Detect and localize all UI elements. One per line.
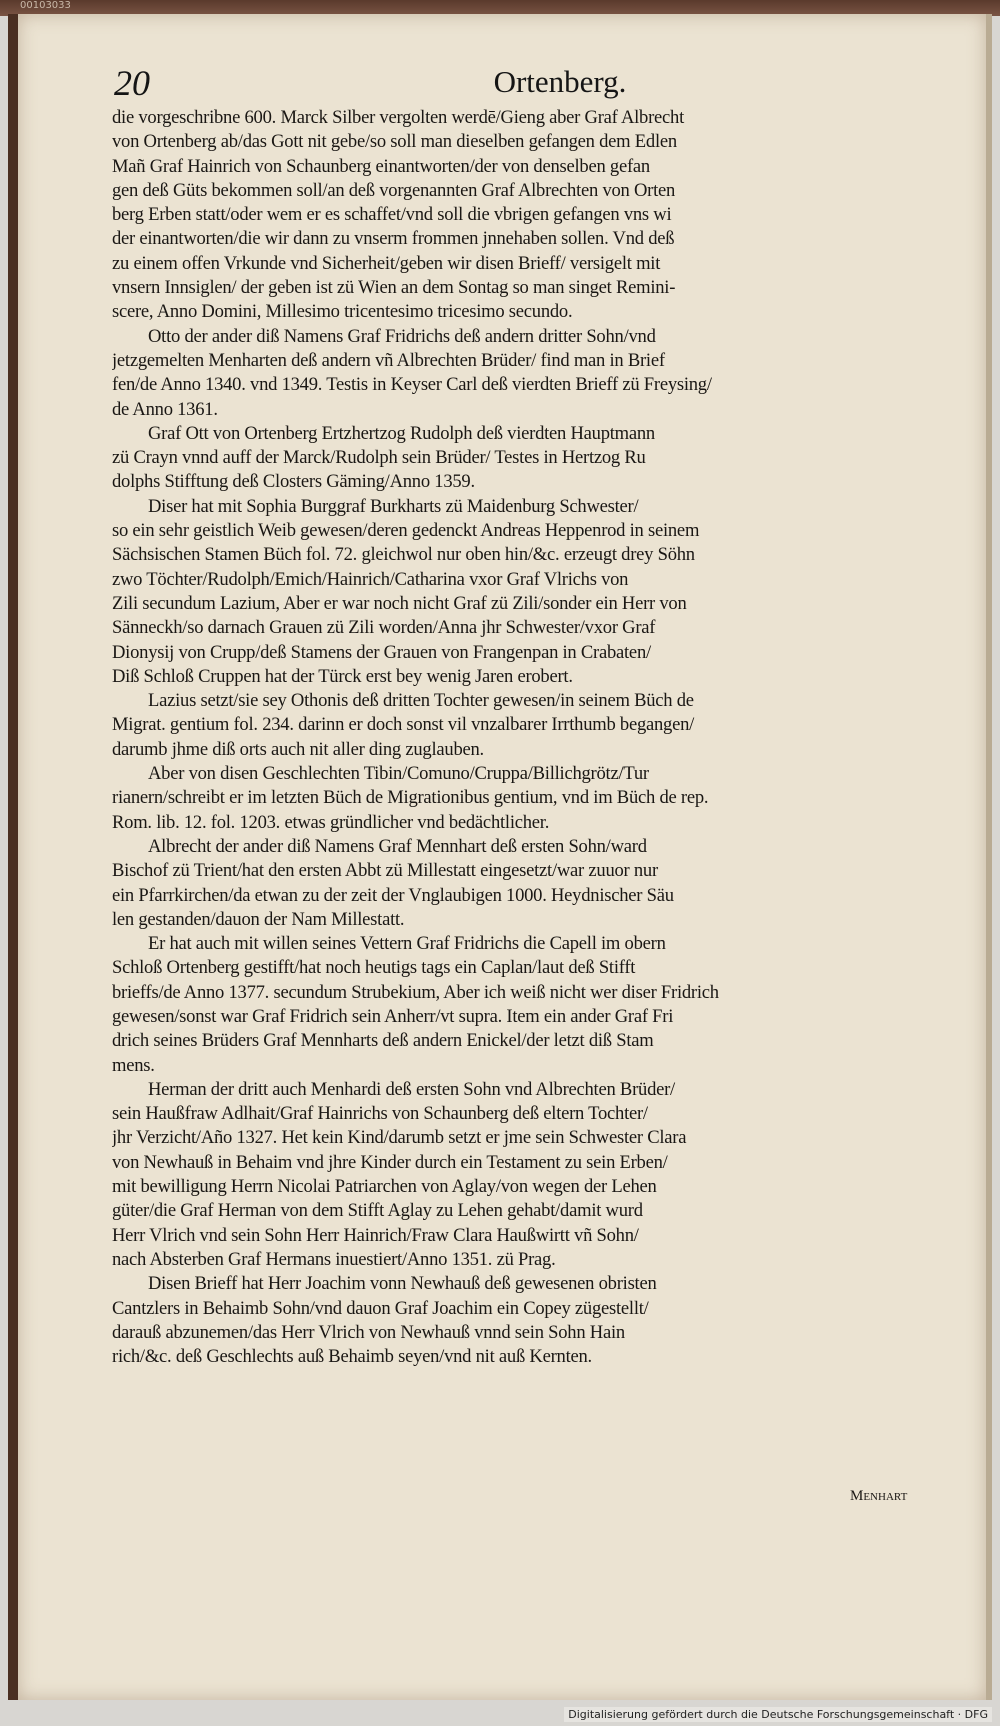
text-line: Rom. lib. 12. fol. 1203. etwas gründlicher vnd bedächtlicher. bbox=[112, 811, 550, 833]
catchword: Menhart bbox=[850, 1488, 908, 1504]
text-line: von Newhauß in Behaim vnd jhre Kinder durch ein Testament zu sein Erben/ bbox=[112, 1151, 668, 1173]
text-line: gewesen/sonst war Graf Fridrich sein Anherr/vt supra. Item ein ander Graf Fri bbox=[112, 1005, 674, 1027]
text-line: Zili secundum Lazium, Aber er war noch nicht Graf zü Zili/sonder ein Herr von bbox=[112, 592, 687, 614]
text-line: Dionysij von Crupp/deß Stamens der Grauen von Frangenpan in Crabaten/ bbox=[112, 641, 651, 663]
text-line: gen deß Güts bekommen soll/an deß vorgenannten Graf Albrechten von Orten bbox=[112, 179, 676, 201]
scan-id-label: 00103033 bbox=[20, 0, 71, 11]
text-line: rich/&c. deß Geschlechts auß Behaimb seyen/vnd nit auß Kernten. bbox=[112, 1346, 592, 1368]
text-line: dolphs Stifftung deß Closters Gäming/Anno 1359. bbox=[112, 471, 475, 493]
text-line: darumb jhme diß orts auch nit aller ding zuglauben. bbox=[112, 738, 484, 760]
text-line: die vorgeschribne 600. Marck Silber vergolten werdē/Gieng aber Graf Albrecht bbox=[112, 107, 685, 128]
text-line: fen/de Anno 1340. vnd 1349. Testis in Keyser Carl deß vierdten Brieff zü Freysing/ bbox=[112, 374, 712, 396]
text-line: Er hat auch mit willen seines Vettern Graf Fridrichs die Capell im obern bbox=[148, 933, 666, 955]
dfg-credit: Digitalisierung gefördert durch die Deutsche Forschungsgemeinschaft · DFG bbox=[564, 1707, 992, 1722]
text-line: Sächsischen Stamen Büch fol. 72. gleichwol nur oben hin/&c. erzeugt drey Söhn bbox=[112, 544, 695, 566]
text-line: berg Erben statt/oder wem er es schaffet/vnd soll die vbrigen gefangen vns wi bbox=[112, 204, 672, 226]
text-line: der einantworten/die wir dann zu vnserm frommen jnnehaben sollen. Vnd deß bbox=[112, 228, 675, 250]
text-line: zü Crayn vnnd auff der Marck/Rudolph sein Brüder/ Testes in Hertzog Ru bbox=[112, 447, 646, 469]
text-line: mit bewilligung Herrn Nicolai Patriarchen von Aglay/von wegen der Lehen bbox=[112, 1176, 657, 1198]
text-line: scere, Anno Domini, Millesimo tricentesimo tricesimo secundo. bbox=[112, 301, 573, 323]
page-number: 20 bbox=[114, 63, 150, 103]
text-line: nach Absterben Graf Hermans inuestiert/Anno 1351. zü Prag. bbox=[112, 1248, 556, 1270]
text-line: mens. bbox=[112, 1054, 155, 1076]
text-line: ein Pfarrkirchen/da etwan zu der zeit der Vnglaubigen 1000. Heydnischer Säu bbox=[112, 884, 674, 906]
text-line: Lazius setzt/sie sey Othonis deß dritten Tochter gewesen/in seinem Büch de bbox=[148, 690, 694, 712]
text-line: Herman der dritt auch Menhardi deß ersten Sohn vnd Albrechten Brüder/ bbox=[148, 1078, 675, 1100]
text-line: len gestanden/dauon der Nam Millestatt. bbox=[112, 908, 405, 930]
text-line: Herr Vlrich vnd sein Sohn Herr Hainrich/Fraw Clara Haußwirtt vñ Sohn/ bbox=[112, 1224, 639, 1246]
text-line: Cantzlers in Behaimb Sohn/vnd dauon Graf Joachim ein Copey zügestellt/ bbox=[112, 1297, 649, 1319]
text-line: vnsern Innsiglen/ der geben ist zü Wien an dem Sontag so man singet Remini- bbox=[112, 277, 676, 299]
text-line: Otto der ander diß Namens Graf Fridrichs deß andern dritter Sohn/vnd bbox=[148, 325, 656, 347]
text-line: rianern/schreibt er im letzten Büch de Migrationibus gentium, vnd im Büch de rep. bbox=[112, 787, 709, 809]
page-header bbox=[100, 62, 920, 102]
body-text bbox=[112, 106, 942, 1369]
text-line: Diß Schloß Cruppen hat der Türck erst bey wenig Jaren erobert. bbox=[112, 665, 573, 687]
text-line: brieffs/de Anno 1377. secundum Strubekium, Aber ich weiß nicht wer diser Fridrich bbox=[112, 981, 719, 1003]
text-line: Bischof zü Trient/hat den ersten Abbt zü Millestatt eingesetzt/war zuuor nur bbox=[112, 860, 658, 882]
text-line: zu einem offen Vrkunde vnd Sicherheit/geben wir disen Brieff/ versigelt mit bbox=[112, 252, 661, 274]
text-line: de Anno 1361. bbox=[112, 398, 218, 420]
text-line: drich seines Brüders Graf Mennharts deß andern Enickel/der letzt diß Stam bbox=[112, 1030, 654, 1052]
text-line: jhr Verzicht/Año 1327. Het kein Kind/darumb setzt er jme sein Schwester Clara bbox=[112, 1127, 687, 1149]
text-line: Aber von disen Geschlechten Tibin/Comuno/Cruppa/Billichgrötz/Tur bbox=[148, 763, 649, 785]
text-line: so ein sehr geistlich Weib gewesen/deren gedenckt Andreas Heppenrod in seinem bbox=[112, 520, 700, 542]
text-line: darauß abzunemen/das Herr Vlrich von Newhauß vnnd sein Sohn Hain bbox=[112, 1321, 625, 1343]
text-line: Albrecht der ander diß Namens Graf Mennhart deß ersten Sohn/ward bbox=[148, 835, 647, 857]
text-line: Mañ Graf Hainrich von Schaunberg einantworten/der von denselben gefan bbox=[112, 155, 650, 177]
text-line: Diser hat mit Sophia Burggraf Burkharts zü Maidenburg Schwester/ bbox=[148, 495, 639, 517]
text-line: Disen Brieff hat Herr Joachim vonn Newhauß deß gewesenen obristen bbox=[148, 1273, 657, 1295]
text-line: Migrat. gentium fol. 234. darinn er doch sonst vil vnzalbarer Irrthumb begangen/ bbox=[112, 714, 695, 736]
text-line: sein Haußfraw Adlhait/Graf Hainrichs von Schaunberg deß eltern Tochter/ bbox=[112, 1103, 648, 1125]
text-line: Graf Ott von Ortenberg Ertzhertzog Rudolph deß vierdten Hauptmann bbox=[148, 422, 655, 444]
text-line: zwo Töchter/Rudolph/Emich/Hainrich/Catharina vxor Graf Vlrichs von bbox=[112, 568, 629, 590]
running-title: Ortenberg. bbox=[493, 64, 627, 99]
text-line: Schloß Ortenberg gestifft/hat noch heutigs tags ein Caplan/laut deß Stifft bbox=[112, 957, 636, 979]
text-line: von Ortenberg ab/das Gott nit gebe/so soll man dieselben gefangen dem Edlen bbox=[112, 131, 677, 153]
text-line: Sänneckh/so darnach Grauen zü Zili worden/Anna jhr Schwester/vxor Graf bbox=[112, 617, 656, 639]
text-line: jetzgemelten Menharten deß andern vñ Albrechten Brüder/ find man in Brief bbox=[112, 349, 665, 371]
text-line: güter/die Graf Herman von dem Stifft Aglay zu Lehen gehabt/damit wurd bbox=[112, 1200, 643, 1222]
